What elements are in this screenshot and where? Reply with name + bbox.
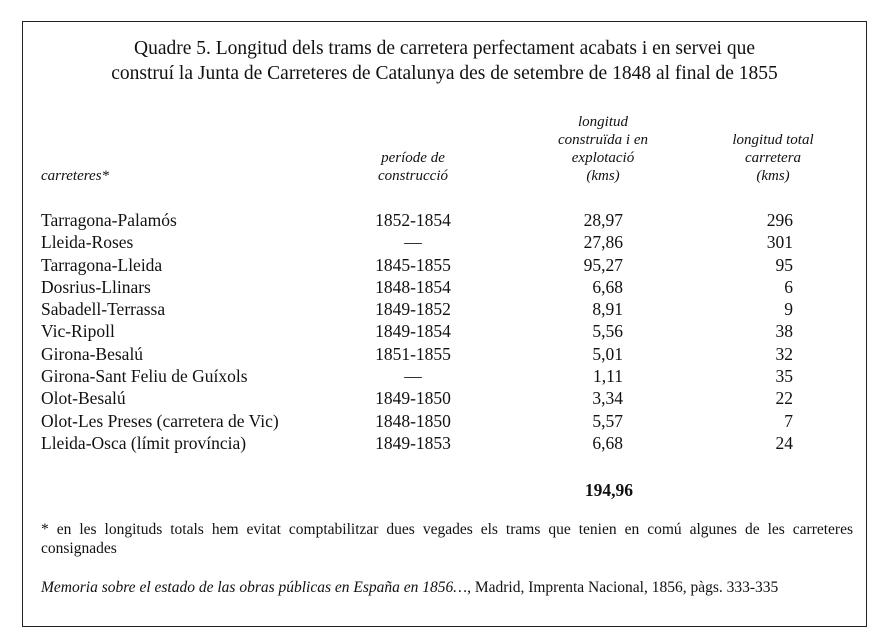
- cell-name: Girona-Besalú: [41, 343, 144, 364]
- header-periode: [353, 149, 473, 185]
- cell-length: 6,68: [592, 432, 623, 453]
- title-line-1: Quadre 5. Longitud dels trams de carretera perfectament acabats i en servei que: [133, 38, 755, 59]
- cell-period: 1849-1850: [375, 388, 451, 409]
- cell-total: 38: [775, 321, 793, 342]
- table-row: [23, 320, 866, 342]
- cell-period: —: [404, 366, 422, 387]
- table-title: [23, 36, 866, 86]
- source-title: Memoria sobre el estado de las obras públicas en España en 1856…: [41, 579, 468, 596]
- cell-total: 35: [775, 366, 793, 387]
- table-row: [23, 432, 866, 454]
- cell-period: 1845-1855: [375, 254, 451, 275]
- cell-name: Lleida-Osca (límit província): [41, 432, 247, 453]
- cell-period: 1849-1852: [375, 299, 451, 320]
- cell-length: 6,68: [592, 276, 623, 297]
- cell-length: 3,34: [592, 388, 623, 409]
- table-body: [23, 209, 866, 454]
- table-row: [23, 298, 866, 320]
- source-details: , Madrid, Imprenta Nacional, 1856, pàgs. 333-335: [467, 579, 779, 596]
- cell-total: 9: [784, 299, 793, 320]
- cell-name: Dosrius-Llinars: [41, 276, 151, 297]
- cell-total: 22: [775, 388, 793, 409]
- header-longitud: [523, 113, 683, 185]
- cell-period: 1848-1850: [375, 410, 451, 431]
- table-row: [23, 410, 866, 432]
- cell-length: 1,11: [593, 366, 623, 387]
- table-row: [23, 209, 866, 231]
- table-row: [23, 365, 866, 387]
- header-total-line: longitud total: [732, 132, 814, 148]
- header-carreteres: carreteres*: [41, 168, 110, 184]
- header-longitud-total: [708, 131, 838, 185]
- cell-length: 27,86: [583, 232, 623, 253]
- cell-total: 32: [775, 343, 793, 364]
- cell-total: 296: [766, 210, 793, 230]
- table-row: [23, 276, 866, 298]
- header-total-line: carretera: [744, 150, 802, 166]
- header-longitud-line: longitud: [577, 114, 628, 130]
- header-longitud-line: explotació: [571, 150, 635, 166]
- cell-name: Olot-Les Preses (carretera de Vic): [41, 410, 279, 431]
- table-row: [23, 231, 866, 253]
- cell-length: 5,57: [592, 410, 623, 431]
- cell-length: 5,56: [592, 321, 623, 342]
- table-row: [23, 343, 866, 365]
- source-note: [41, 578, 853, 597]
- title-line-2: construí la Junta de Carreteres de Catalunya des de setembre de 1848 al final de 1855: [111, 63, 778, 84]
- cell-total: 6: [784, 276, 793, 297]
- cell-length: 8,91: [592, 299, 623, 320]
- cell-length: 28,97: [583, 210, 623, 230]
- total-length: 194,96: [584, 480, 633, 500]
- cell-total: 24: [775, 432, 793, 453]
- table-row: [23, 254, 866, 276]
- cell-name: Lleida-Roses: [41, 232, 134, 253]
- footnote: * en les longituds totals hem evitat comptabilitzar dues vegades els trams que tenien en comú algunes de les carreteres consignades: [41, 521, 853, 557]
- cell-total: 301: [766, 232, 793, 253]
- cell-name: Sabadell-Terrassa: [41, 299, 166, 320]
- cell-period: 1848-1854: [375, 276, 451, 297]
- cell-period: 1849-1853: [375, 432, 451, 453]
- cell-length: 5,01: [592, 343, 623, 364]
- cell-period: 1852-1854: [375, 210, 451, 230]
- header-longitud-line: construïda i en: [558, 132, 648, 148]
- cell-name: Olot-Besalú: [41, 388, 126, 409]
- cell-period: 1851-1855: [375, 343, 451, 364]
- cell-name: Tarragona-Lleida: [41, 254, 163, 275]
- cell-total: 7: [784, 410, 793, 431]
- cell-name: Vic-Ripoll: [41, 321, 115, 342]
- cell-total: 95: [775, 254, 793, 275]
- table-frame: [22, 21, 867, 627]
- table-row: [23, 387, 866, 409]
- header-periode-line: període de: [381, 150, 445, 166]
- header-total-line: (kms): [756, 168, 790, 184]
- header-longitud-line: (kms): [586, 168, 620, 184]
- cell-name: Girona-Sant Feliu de Guíxols: [41, 366, 248, 387]
- cell-period: —: [404, 232, 422, 253]
- cell-period: 1849-1854: [375, 321, 451, 342]
- cell-name: Tarragona-Palamós: [41, 210, 177, 230]
- header-periode-line: construcció: [378, 168, 448, 184]
- cell-length: 95,27: [583, 254, 623, 275]
